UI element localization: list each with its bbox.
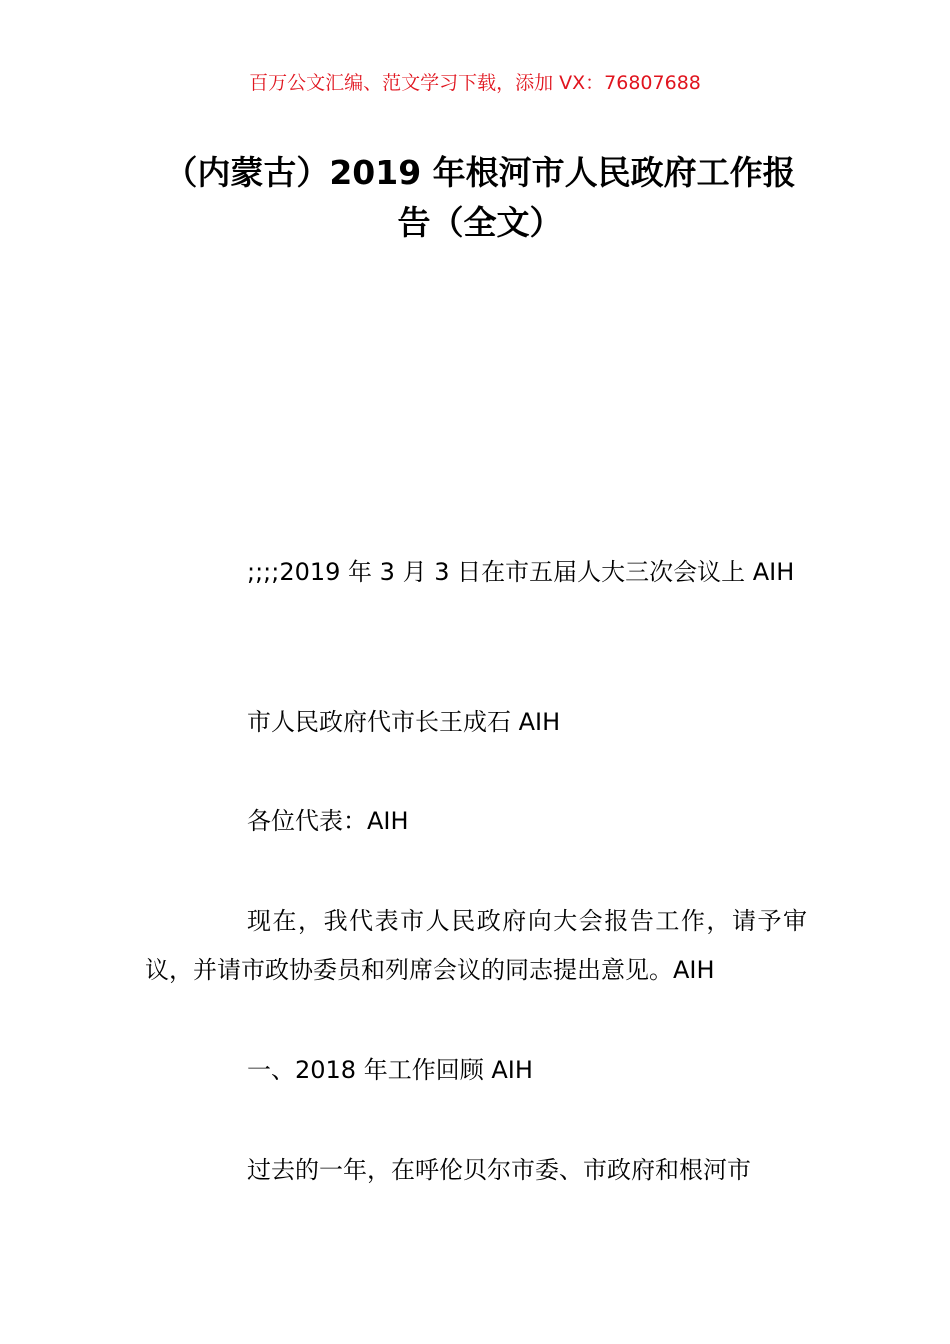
- paragraph-salutation: 各位代表：AIH: [247, 807, 409, 835]
- paragraph-review: 过去的一年，在呼伦贝尔市委、市政府和根河市: [247, 1156, 751, 1184]
- paragraph-intro: 现在，我代表市人民政府向大会报告工作，请予审议，并请市政协委员和列席会议的同志提出意见。AIH: [145, 907, 807, 984]
- paragraph-date: ;;;;2019 年 3 月 3 日在市五届人大三次会议上 AIH: [247, 558, 795, 586]
- section-heading: 一、2018 年工作回顾 AIH: [247, 1056, 533, 1084]
- header-watermark: 百万公文汇编、范文学习下载，添加 VX：76807688: [249, 72, 701, 94]
- document-title: （内蒙古）2019 年根河市人民政府工作报告（全文）: [164, 153, 796, 242]
- paragraph-speaker: 市人民政府代市长王成石 AIH: [247, 708, 561, 736]
